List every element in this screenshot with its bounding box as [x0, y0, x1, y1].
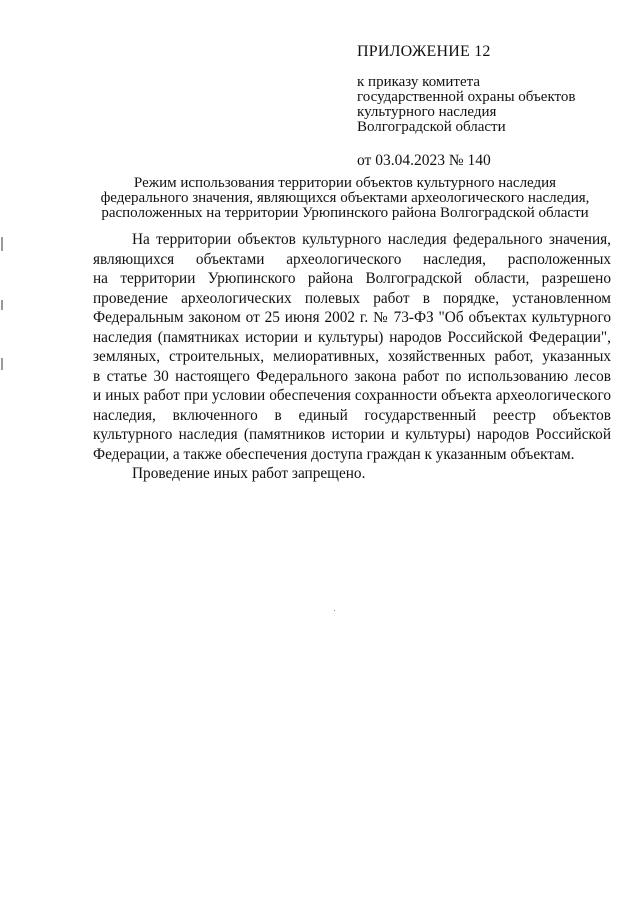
appendix-line: культурного наследия: [357, 104, 497, 120]
appendix-line: государственной охраны объектов: [357, 89, 576, 105]
body-line: в статье 30 настоящего Федерального закона работ по использованию лесов: [93, 367, 611, 385]
scan-edge-mark: [1, 300, 3, 310]
body-line: Федеральным законом от 25 июня 2002 г. № 73-ФЗ "Об объектах культурного: [93, 309, 611, 326]
appendix-line: Волгоградской области: [357, 119, 506, 135]
body-paragraph-2: Проведение иных работ запрещено.: [132, 465, 366, 482]
title-line: Режим использования территории объектов культурного наследия: [133, 175, 557, 191]
scan-edge-mark: [1, 358, 3, 370]
body-line: Федерации, а также обеспечения доступа граждан к указанным объектам.: [93, 445, 575, 463]
appendix-title: ПРИЛОЖЕНИЕ 12: [357, 43, 491, 60]
body-line: наследия (памятниках истории и культуры) народов Российской Федерации",: [93, 328, 611, 346]
title-line: федерального значения, являющихся объектами археологического наследия,: [100, 190, 590, 206]
body-text: [93, 230, 611, 484]
body-line: земляных, строительных, мелиоративных, хозяйственных работ, указанных: [93, 348, 611, 365]
appendix-line: к приказу комитета: [357, 74, 481, 90]
scan-speck: [334, 610, 335, 611]
scan-edge-mark: [1, 237, 3, 251]
body-line: являющихся объектами археологического наследия, расположенных: [93, 250, 611, 268]
body-line: проведение археологических полевых работ в порядке, установленном: [93, 289, 611, 307]
title-line: расположенных на территории Урюпинского района Волгоградской области: [101, 205, 589, 221]
appendix-header: [357, 44, 617, 168]
body-line: на территории Урюпинского района Волгоградской области, разрешено: [93, 270, 611, 287]
body-line: культурного наследия (памятников истории и культуры) народов Российской: [93, 426, 611, 443]
body-line: наследия, включенного в единый государственный реестр объектов: [93, 406, 611, 424]
body-line: и иных работ при условии обеспечения сохранности объекта археологического: [93, 387, 611, 404]
order-date-number: от 03.04.2023 № 140: [357, 152, 491, 169]
document-title: [80, 176, 610, 221]
body-line: На территории объектов культурного наследия федерального значения,: [132, 231, 611, 248]
